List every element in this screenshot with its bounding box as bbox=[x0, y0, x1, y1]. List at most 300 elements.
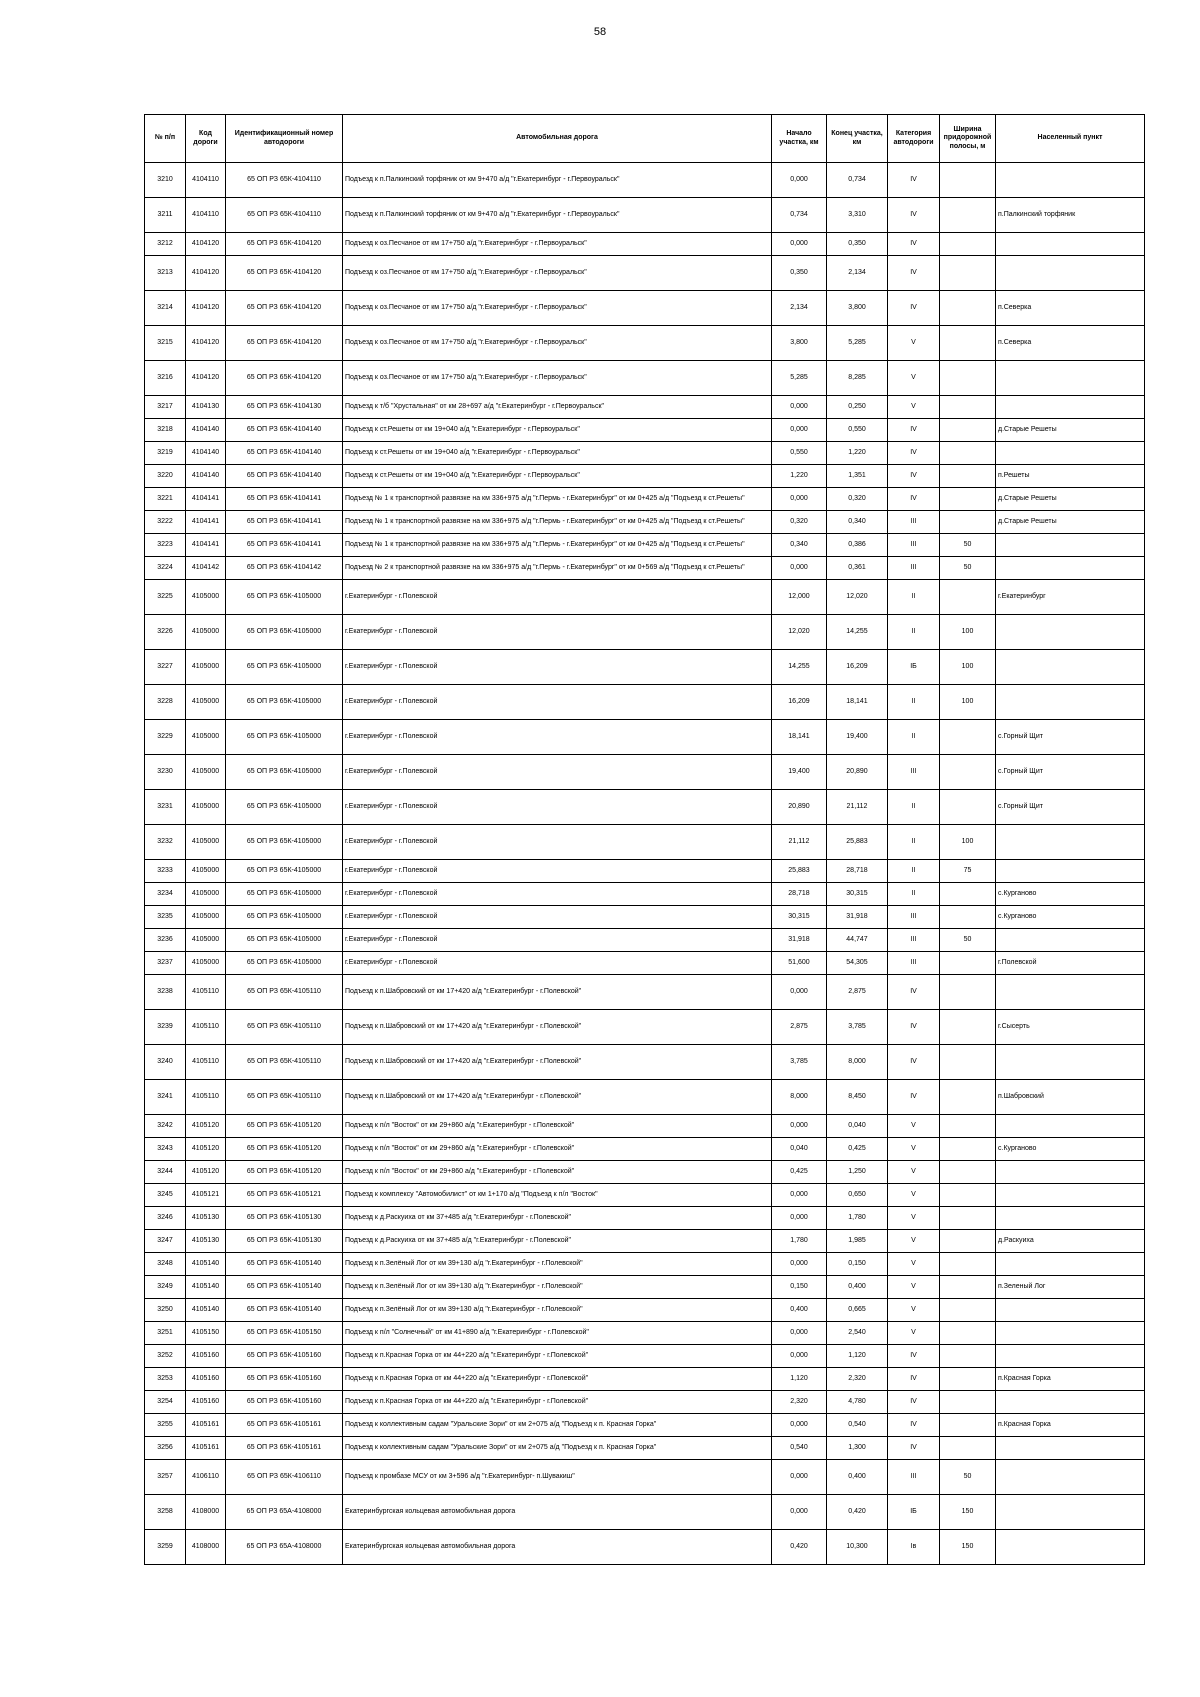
cell-roadside-width bbox=[940, 1207, 996, 1230]
table-row bbox=[145, 488, 1145, 511]
cell-end-km: 0,250 bbox=[827, 396, 888, 419]
table-row bbox=[145, 442, 1145, 465]
cell-start-km: 21,112 bbox=[772, 825, 827, 860]
cell-road-id: 65 ОП РЗ 65К-4104120 bbox=[226, 291, 343, 326]
header-road-code: Код дороги bbox=[186, 115, 226, 163]
cell-settlement bbox=[996, 860, 1145, 883]
cell-row-number: 3245 bbox=[145, 1184, 186, 1207]
cell-start-km: 0,400 bbox=[772, 1299, 827, 1322]
cell-road-id: 65 ОП РЗ 65К-4104120 bbox=[226, 326, 343, 361]
cell-start-km: 0,550 bbox=[772, 442, 827, 465]
cell-roadside-width: 75 bbox=[940, 860, 996, 883]
cell-road-code: 4104142 bbox=[186, 557, 226, 580]
table-row bbox=[145, 883, 1145, 906]
cell-roadside-width bbox=[940, 291, 996, 326]
cell-road-code: 4105000 bbox=[186, 929, 226, 952]
cell-road-name: Подъезд к оз.Песчаное от км 17+750 а/д "г.Екатеринбург - г.Первоуральск" bbox=[343, 326, 772, 361]
cell-row-number: 3250 bbox=[145, 1299, 186, 1322]
cell-settlement bbox=[996, 1495, 1145, 1530]
cell-start-km: 5,285 bbox=[772, 361, 827, 396]
cell-roadside-width bbox=[940, 488, 996, 511]
cell-road-code: 4106110 bbox=[186, 1460, 226, 1495]
cell-road-name: Екатеринбургская кольцевая автомобильная дорога bbox=[343, 1530, 772, 1565]
cell-road-id: 65 ОП РЗ 65К-4105150 bbox=[226, 1322, 343, 1345]
cell-start-km: 0,425 bbox=[772, 1161, 827, 1184]
cell-start-km: 28,718 bbox=[772, 883, 827, 906]
cell-roadside-width bbox=[940, 790, 996, 825]
cell-category: III bbox=[888, 534, 940, 557]
cell-start-km: 0,000 bbox=[772, 163, 827, 198]
table-row bbox=[145, 1530, 1145, 1565]
cell-category: IV bbox=[888, 488, 940, 511]
cell-road-code: 4105110 bbox=[186, 975, 226, 1010]
cell-end-km: 0,540 bbox=[827, 1414, 888, 1437]
cell-settlement bbox=[996, 825, 1145, 860]
cell-road-name: Подъезд к п.Зелёный Лог от км 39+130 а/д "г.Екатеринбург - г.Полевской" bbox=[343, 1299, 772, 1322]
cell-row-number: 3249 bbox=[145, 1276, 186, 1299]
cell-road-code: 4105000 bbox=[186, 615, 226, 650]
cell-start-km: 0,000 bbox=[772, 1184, 827, 1207]
cell-start-km: 0,000 bbox=[772, 233, 827, 256]
cell-start-km: 25,883 bbox=[772, 860, 827, 883]
cell-settlement bbox=[996, 1184, 1145, 1207]
cell-road-name: Подъезд к оз.Песчаное от км 17+750 а/д "г.Екатеринбург - г.Первоуральск" bbox=[343, 291, 772, 326]
cell-category: V bbox=[888, 1276, 940, 1299]
cell-category: V bbox=[888, 1207, 940, 1230]
cell-end-km: 0,340 bbox=[827, 511, 888, 534]
table-row bbox=[145, 1414, 1145, 1437]
cell-road-code: 4105000 bbox=[186, 883, 226, 906]
cell-settlement: п.Шабровский bbox=[996, 1080, 1145, 1115]
cell-end-km: 2,134 bbox=[827, 256, 888, 291]
cell-roadside-width bbox=[940, 906, 996, 929]
cell-category: II bbox=[888, 720, 940, 755]
cell-start-km: 0,040 bbox=[772, 1138, 827, 1161]
cell-road-name: Екатеринбургская кольцевая автомобильная дорога bbox=[343, 1495, 772, 1530]
cell-road-id: 65 ОП РЗ 65К-4105121 bbox=[226, 1184, 343, 1207]
cell-settlement bbox=[996, 442, 1145, 465]
cell-road-id: 65 ОП РЗ 65К-4105000 bbox=[226, 615, 343, 650]
cell-end-km: 0,425 bbox=[827, 1138, 888, 1161]
cell-roadside-width bbox=[940, 256, 996, 291]
cell-road-name: Подъезд № 2 к транспортной развязке на км 336+975 а/д "г.Пермь - г.Екатеринбург" от км 0+569 а/д "Подъезд к ст.Решеты" bbox=[343, 557, 772, 580]
cell-category: III bbox=[888, 755, 940, 790]
table-row bbox=[145, 1368, 1145, 1391]
cell-settlement bbox=[996, 1437, 1145, 1460]
cell-category: IV bbox=[888, 1345, 940, 1368]
cell-category: III bbox=[888, 1460, 940, 1495]
cell-start-km: 1,780 bbox=[772, 1230, 827, 1253]
cell-road-code: 4105000 bbox=[186, 906, 226, 929]
cell-road-id: 65 ОП РЗ 65К-4105160 bbox=[226, 1368, 343, 1391]
cell-roadside-width bbox=[940, 1045, 996, 1080]
cell-start-km: 0,420 bbox=[772, 1530, 827, 1565]
cell-settlement: с.Горный Щит bbox=[996, 790, 1145, 825]
cell-row-number: 3213 bbox=[145, 256, 186, 291]
cell-road-code: 4105000 bbox=[186, 790, 226, 825]
cell-road-name: г.Екатеринбург - г.Полевской bbox=[343, 650, 772, 685]
cell-road-id: 65 ОП РЗ 65К-4104130 bbox=[226, 396, 343, 419]
cell-row-number: 3247 bbox=[145, 1230, 186, 1253]
cell-row-number: 3235 bbox=[145, 906, 186, 929]
cell-row-number: 3210 bbox=[145, 163, 186, 198]
cell-category: Iв bbox=[888, 1530, 940, 1565]
cell-category: IV bbox=[888, 1080, 940, 1115]
table-row bbox=[145, 685, 1145, 720]
cell-roadside-width bbox=[940, 396, 996, 419]
cell-road-id: 65 ОП РЗ 65К-4104120 bbox=[226, 256, 343, 291]
cell-category: IV bbox=[888, 1437, 940, 1460]
cell-settlement: с.Курганово bbox=[996, 883, 1145, 906]
cell-settlement bbox=[996, 361, 1145, 396]
cell-end-km: 0,320 bbox=[827, 488, 888, 511]
cell-roadside-width: 100 bbox=[940, 650, 996, 685]
cell-roadside-width bbox=[940, 361, 996, 396]
cell-category: II bbox=[888, 860, 940, 883]
cell-road-code: 4105000 bbox=[186, 860, 226, 883]
cell-settlement: с.Курганово bbox=[996, 1138, 1145, 1161]
cell-settlement bbox=[996, 557, 1145, 580]
cell-road-id: 65 ОП РЗ 65К-4104140 bbox=[226, 442, 343, 465]
cell-road-id: 65 ОП РЗ 65К-4104140 bbox=[226, 419, 343, 442]
cell-road-id: 65 ОП РЗ 65К-4105140 bbox=[226, 1276, 343, 1299]
cell-settlement bbox=[996, 396, 1145, 419]
table-row bbox=[145, 650, 1145, 685]
cell-road-name: г.Екатеринбург - г.Полевской bbox=[343, 685, 772, 720]
cell-category: V bbox=[888, 361, 940, 396]
cell-settlement: д.Старые Решеты bbox=[996, 511, 1145, 534]
cell-category: IV bbox=[888, 163, 940, 198]
cell-road-id: 65 ОП РЗ 65К-4105000 bbox=[226, 650, 343, 685]
table-row bbox=[145, 1495, 1145, 1530]
cell-settlement bbox=[996, 1161, 1145, 1184]
cell-end-km: 1,300 bbox=[827, 1437, 888, 1460]
cell-end-km: 0,550 bbox=[827, 419, 888, 442]
cell-road-name: г.Екатеринбург - г.Полевской bbox=[343, 825, 772, 860]
cell-row-number: 3225 bbox=[145, 580, 186, 615]
table-row bbox=[145, 256, 1145, 291]
cell-category: III bbox=[888, 952, 940, 975]
cell-road-id: 65 ОП РЗ 65К-4105110 bbox=[226, 1080, 343, 1115]
cell-road-id: 65 ОП РЗ 65К-4104120 bbox=[226, 233, 343, 256]
cell-row-number: 3222 bbox=[145, 511, 186, 534]
cell-roadside-width bbox=[940, 1276, 996, 1299]
cell-end-km: 8,285 bbox=[827, 361, 888, 396]
cell-road-name: Подъезд № 1 к транспортной развязке на км 336+975 а/д "г.Пермь - г.Екатеринбург" от км 0+425 а/д "Подъезд к ст.Решеты" bbox=[343, 488, 772, 511]
cell-row-number: 3251 bbox=[145, 1322, 186, 1345]
cell-roadside-width bbox=[940, 1010, 996, 1045]
cell-row-number: 3218 bbox=[145, 419, 186, 442]
cell-road-name: Подъезд к п.Шабровский от км 17+420 а/д "г.Екатеринбург - г.Полевской" bbox=[343, 1045, 772, 1080]
cell-row-number: 3232 bbox=[145, 825, 186, 860]
cell-end-km: 0,734 bbox=[827, 163, 888, 198]
cell-roadside-width bbox=[940, 1138, 996, 1161]
cell-road-name: Подъезд к п.Зелёный Лог от км 39+130 а/д "г.Екатеринбург - г.Полевской" bbox=[343, 1253, 772, 1276]
cell-road-code: 4105000 bbox=[186, 650, 226, 685]
cell-row-number: 3237 bbox=[145, 952, 186, 975]
table-row bbox=[145, 975, 1145, 1010]
cell-end-km: 0,420 bbox=[827, 1495, 888, 1530]
cell-roadside-width bbox=[940, 1115, 996, 1138]
cell-settlement: с.Горный Щит bbox=[996, 720, 1145, 755]
cell-road-code: 4105161 bbox=[186, 1414, 226, 1437]
cell-end-km: 28,718 bbox=[827, 860, 888, 883]
cell-settlement bbox=[996, 1253, 1145, 1276]
cell-start-km: 1,120 bbox=[772, 1368, 827, 1391]
cell-settlement: п.Красная Горка bbox=[996, 1414, 1145, 1437]
cell-category: II bbox=[888, 825, 940, 860]
cell-road-id: 65 ОП РЗ 65А-4108000 bbox=[226, 1530, 343, 1565]
cell-settlement: п.Зеленый Лог bbox=[996, 1276, 1145, 1299]
cell-road-code: 4104110 bbox=[186, 198, 226, 233]
table-row bbox=[145, 1184, 1145, 1207]
cell-road-id: 65 ОП РЗ 65К-4104110 bbox=[226, 163, 343, 198]
cell-category: V bbox=[888, 1230, 940, 1253]
cell-road-code: 4104141 bbox=[186, 511, 226, 534]
cell-settlement: д.Старые Решеты bbox=[996, 419, 1145, 442]
cell-end-km: 1,220 bbox=[827, 442, 888, 465]
cell-category: II bbox=[888, 883, 940, 906]
header-road-name: Автомобильная дорога bbox=[343, 115, 772, 163]
cell-row-number: 3221 bbox=[145, 488, 186, 511]
table-row bbox=[145, 825, 1145, 860]
cell-category: III bbox=[888, 557, 940, 580]
cell-road-code: 4104141 bbox=[186, 534, 226, 557]
table-row bbox=[145, 396, 1145, 419]
table-row bbox=[145, 1437, 1145, 1460]
cell-road-code: 4104120 bbox=[186, 256, 226, 291]
cell-category: IV bbox=[888, 1391, 940, 1414]
cell-end-km: 0,350 bbox=[827, 233, 888, 256]
cell-road-code: 4104140 bbox=[186, 442, 226, 465]
cell-settlement: п.Решеты bbox=[996, 465, 1145, 488]
cell-settlement bbox=[996, 650, 1145, 685]
cell-road-id: 65 ОП РЗ 65К-4105000 bbox=[226, 580, 343, 615]
table-row bbox=[145, 233, 1145, 256]
cell-category: IV bbox=[888, 256, 940, 291]
cell-row-number: 3238 bbox=[145, 975, 186, 1010]
cell-road-id: 65 ОП РЗ 65К-4105110 bbox=[226, 975, 343, 1010]
cell-start-km: 0,000 bbox=[772, 1495, 827, 1530]
cell-settlement bbox=[996, 975, 1145, 1010]
cell-road-code: 4108000 bbox=[186, 1530, 226, 1565]
cell-road-code: 4108000 bbox=[186, 1495, 226, 1530]
cell-category: V bbox=[888, 1115, 940, 1138]
cell-settlement: г.Сысерть bbox=[996, 1010, 1145, 1045]
cell-road-id: 65 ОП РЗ 65К-4105160 bbox=[226, 1345, 343, 1368]
table-row bbox=[145, 952, 1145, 975]
table-row bbox=[145, 906, 1145, 929]
cell-road-name: Подъезд № 1 к транспортной развязке на км 336+975 а/д "г.Пермь - г.Екатеринбург" от км 0+425 а/д "Подъезд к ст.Решеты" bbox=[343, 534, 772, 557]
cell-settlement bbox=[996, 1207, 1145, 1230]
cell-row-number: 3257 bbox=[145, 1460, 186, 1495]
table-row bbox=[145, 1161, 1145, 1184]
cell-category: V bbox=[888, 1299, 940, 1322]
cell-start-km: 0,000 bbox=[772, 1460, 827, 1495]
table-row bbox=[145, 1010, 1145, 1045]
cell-road-id: 65 ОП РЗ 65К-4104140 bbox=[226, 465, 343, 488]
cell-road-name: Подъезд к комплексу "Автомобилист" от км 1+170 а/д "Подъезд к п/л "Восток" bbox=[343, 1184, 772, 1207]
cell-road-code: 4105000 bbox=[186, 685, 226, 720]
cell-start-km: 8,000 bbox=[772, 1080, 827, 1115]
cell-start-km: 0,000 bbox=[772, 1253, 827, 1276]
cell-roadside-width bbox=[940, 198, 996, 233]
cell-road-code: 4104110 bbox=[186, 163, 226, 198]
cell-road-name: Подъезд к п.Шабровский от км 17+420 а/д "г.Екатеринбург - г.Полевской" bbox=[343, 1010, 772, 1045]
table-row bbox=[145, 1080, 1145, 1115]
cell-roadside-width bbox=[940, 1080, 996, 1115]
cell-road-name: г.Екатеринбург - г.Полевской bbox=[343, 860, 772, 883]
cell-settlement: д.Старые Решеты bbox=[996, 488, 1145, 511]
cell-road-code: 4105160 bbox=[186, 1345, 226, 1368]
cell-road-id: 65 ОП РЗ 65К-4105110 bbox=[226, 1045, 343, 1080]
table-row bbox=[145, 1230, 1145, 1253]
cell-row-number: 3243 bbox=[145, 1138, 186, 1161]
cell-road-id: 65 ОП РЗ 65К-4105120 bbox=[226, 1115, 343, 1138]
cell-roadside-width bbox=[940, 233, 996, 256]
table-row bbox=[145, 1138, 1145, 1161]
cell-end-km: 0,040 bbox=[827, 1115, 888, 1138]
cell-roadside-width bbox=[940, 1161, 996, 1184]
table-row bbox=[145, 790, 1145, 825]
page-number: 58 bbox=[593, 26, 607, 38]
cell-road-code: 4104120 bbox=[186, 291, 226, 326]
cell-row-number: 3255 bbox=[145, 1414, 186, 1437]
cell-end-km: 25,883 bbox=[827, 825, 888, 860]
table-row bbox=[145, 1115, 1145, 1138]
cell-start-km: 0,540 bbox=[772, 1437, 827, 1460]
cell-start-km: 0,320 bbox=[772, 511, 827, 534]
cell-road-id: 65 ОП РЗ 65К-4105000 bbox=[226, 790, 343, 825]
cell-road-code: 4104120 bbox=[186, 326, 226, 361]
cell-road-id: 65 ОП РЗ 65К-4105110 bbox=[226, 1010, 343, 1045]
cell-road-name: г.Екатеринбург - г.Полевской bbox=[343, 883, 772, 906]
cell-settlement bbox=[996, 929, 1145, 952]
cell-road-id: 65 ОП РЗ 65К-4105130 bbox=[226, 1230, 343, 1253]
cell-row-number: 3252 bbox=[145, 1345, 186, 1368]
cell-category: IV bbox=[888, 233, 940, 256]
table-row bbox=[145, 557, 1145, 580]
cell-road-id: 65 ОП РЗ 65К-4105000 bbox=[226, 952, 343, 975]
cell-road-id: 65 ОП РЗ 65К-4105000 bbox=[226, 906, 343, 929]
cell-start-km: 30,315 bbox=[772, 906, 827, 929]
cell-road-code: 4104130 bbox=[186, 396, 226, 419]
cell-category: III bbox=[888, 929, 940, 952]
cell-road-id: 65 ОП РЗ 65К-4104110 bbox=[226, 198, 343, 233]
cell-row-number: 3233 bbox=[145, 860, 186, 883]
cell-end-km: 4,780 bbox=[827, 1391, 888, 1414]
cell-settlement bbox=[996, 163, 1145, 198]
cell-start-km: 1,220 bbox=[772, 465, 827, 488]
cell-end-km: 0,650 bbox=[827, 1184, 888, 1207]
cell-road-name: г.Екатеринбург - г.Полевской bbox=[343, 580, 772, 615]
cell-start-km: 0,000 bbox=[772, 1207, 827, 1230]
cell-roadside-width bbox=[940, 1414, 996, 1437]
cell-category: IV bbox=[888, 1368, 940, 1391]
cell-category: III bbox=[888, 906, 940, 929]
cell-road-name: Подъезд к п.Зелёный Лог от км 39+130 а/д "г.Екатеринбург - г.Полевской" bbox=[343, 1276, 772, 1299]
cell-end-km: 0,400 bbox=[827, 1460, 888, 1495]
cell-end-km: 18,141 bbox=[827, 685, 888, 720]
cell-start-km: 0,000 bbox=[772, 1414, 827, 1437]
cell-road-name: г.Екатеринбург - г.Полевской bbox=[343, 929, 772, 952]
cell-start-km: 0,000 bbox=[772, 557, 827, 580]
cell-road-code: 4105000 bbox=[186, 580, 226, 615]
cell-end-km: 2,540 bbox=[827, 1322, 888, 1345]
cell-road-id: 65 ОП РЗ 65К-4104141 bbox=[226, 488, 343, 511]
table-row bbox=[145, 291, 1145, 326]
cell-road-code: 4105140 bbox=[186, 1299, 226, 1322]
cell-road-name: г.Екатеринбург - г.Полевской bbox=[343, 906, 772, 929]
table-row bbox=[145, 465, 1145, 488]
cell-roadside-width bbox=[940, 163, 996, 198]
cell-category: IV bbox=[888, 419, 940, 442]
cell-settlement bbox=[996, 1530, 1145, 1565]
cell-road-name: Подъезд к п/л "Восток" от км 29+860 а/д "г.Екатеринбург - г.Полевской" bbox=[343, 1161, 772, 1184]
cell-road-id: 65 ОП РЗ 65К-4105120 bbox=[226, 1138, 343, 1161]
cell-row-number: 3244 bbox=[145, 1161, 186, 1184]
cell-row-number: 3220 bbox=[145, 465, 186, 488]
cell-row-number: 3227 bbox=[145, 650, 186, 685]
cell-road-name: Подъезд к оз.Песчаное от км 17+750 а/д "г.Екатеринбург - г.Первоуральск" bbox=[343, 361, 772, 396]
cell-settlement bbox=[996, 1345, 1145, 1368]
cell-roadside-width bbox=[940, 755, 996, 790]
cell-category: V bbox=[888, 1161, 940, 1184]
table-row bbox=[145, 163, 1145, 198]
cell-road-code: 4105130 bbox=[186, 1207, 226, 1230]
cell-start-km: 2,320 bbox=[772, 1391, 827, 1414]
cell-road-code: 4105121 bbox=[186, 1184, 226, 1207]
cell-start-km: 19,400 bbox=[772, 755, 827, 790]
table-row bbox=[145, 720, 1145, 755]
cell-category: V bbox=[888, 326, 940, 361]
cell-category: II bbox=[888, 790, 940, 825]
cell-start-km: 0,000 bbox=[772, 419, 827, 442]
cell-row-number: 3211 bbox=[145, 198, 186, 233]
cell-road-name: Подъезд к п.Красная Горка от км 44+220 а/д "г.Екатеринбург - г.Полевской" bbox=[343, 1345, 772, 1368]
cell-category: IV bbox=[888, 1414, 940, 1437]
cell-start-km: 0,150 bbox=[772, 1276, 827, 1299]
cell-road-id: 65 ОП РЗ 65К-4104120 bbox=[226, 361, 343, 396]
cell-road-code: 4105000 bbox=[186, 720, 226, 755]
cell-road-id: 65 ОП РЗ 65К-4105000 bbox=[226, 755, 343, 790]
cell-end-km: 5,285 bbox=[827, 326, 888, 361]
cell-category: IV bbox=[888, 975, 940, 1010]
cell-road-name: Подъезд к п.Шабровский от км 17+420 а/д "г.Екатеринбург - г.Полевской" bbox=[343, 1080, 772, 1115]
cell-roadside-width bbox=[940, 1184, 996, 1207]
header-settlement: Населенный пункт bbox=[996, 115, 1145, 163]
table-row bbox=[145, 1391, 1145, 1414]
cell-row-number: 3253 bbox=[145, 1368, 186, 1391]
cell-category: II bbox=[888, 615, 940, 650]
cell-road-id: 65 ОП РЗ 65К-4105160 bbox=[226, 1391, 343, 1414]
cell-row-number: 3239 bbox=[145, 1010, 186, 1045]
cell-roadside-width bbox=[940, 1345, 996, 1368]
cell-road-id: 65 ОП РЗ 65К-4104142 bbox=[226, 557, 343, 580]
cell-start-km: 16,209 bbox=[772, 685, 827, 720]
cell-road-name: Подъезд к п.Палкинский торфяник от км 9+470 а/д "г.Екатеринбург - г.Первоуральск" bbox=[343, 163, 772, 198]
table-row bbox=[145, 1299, 1145, 1322]
cell-settlement: д.Раскуиха bbox=[996, 1230, 1145, 1253]
cell-roadside-width bbox=[940, 465, 996, 488]
table-row bbox=[145, 1253, 1145, 1276]
cell-roadside-width bbox=[940, 1299, 996, 1322]
cell-settlement bbox=[996, 534, 1145, 557]
cell-roadside-width bbox=[940, 326, 996, 361]
cell-road-id: 65 ОП РЗ 65К-4105000 bbox=[226, 929, 343, 952]
cell-start-km: 0,000 bbox=[772, 975, 827, 1010]
cell-start-km: 51,600 bbox=[772, 952, 827, 975]
